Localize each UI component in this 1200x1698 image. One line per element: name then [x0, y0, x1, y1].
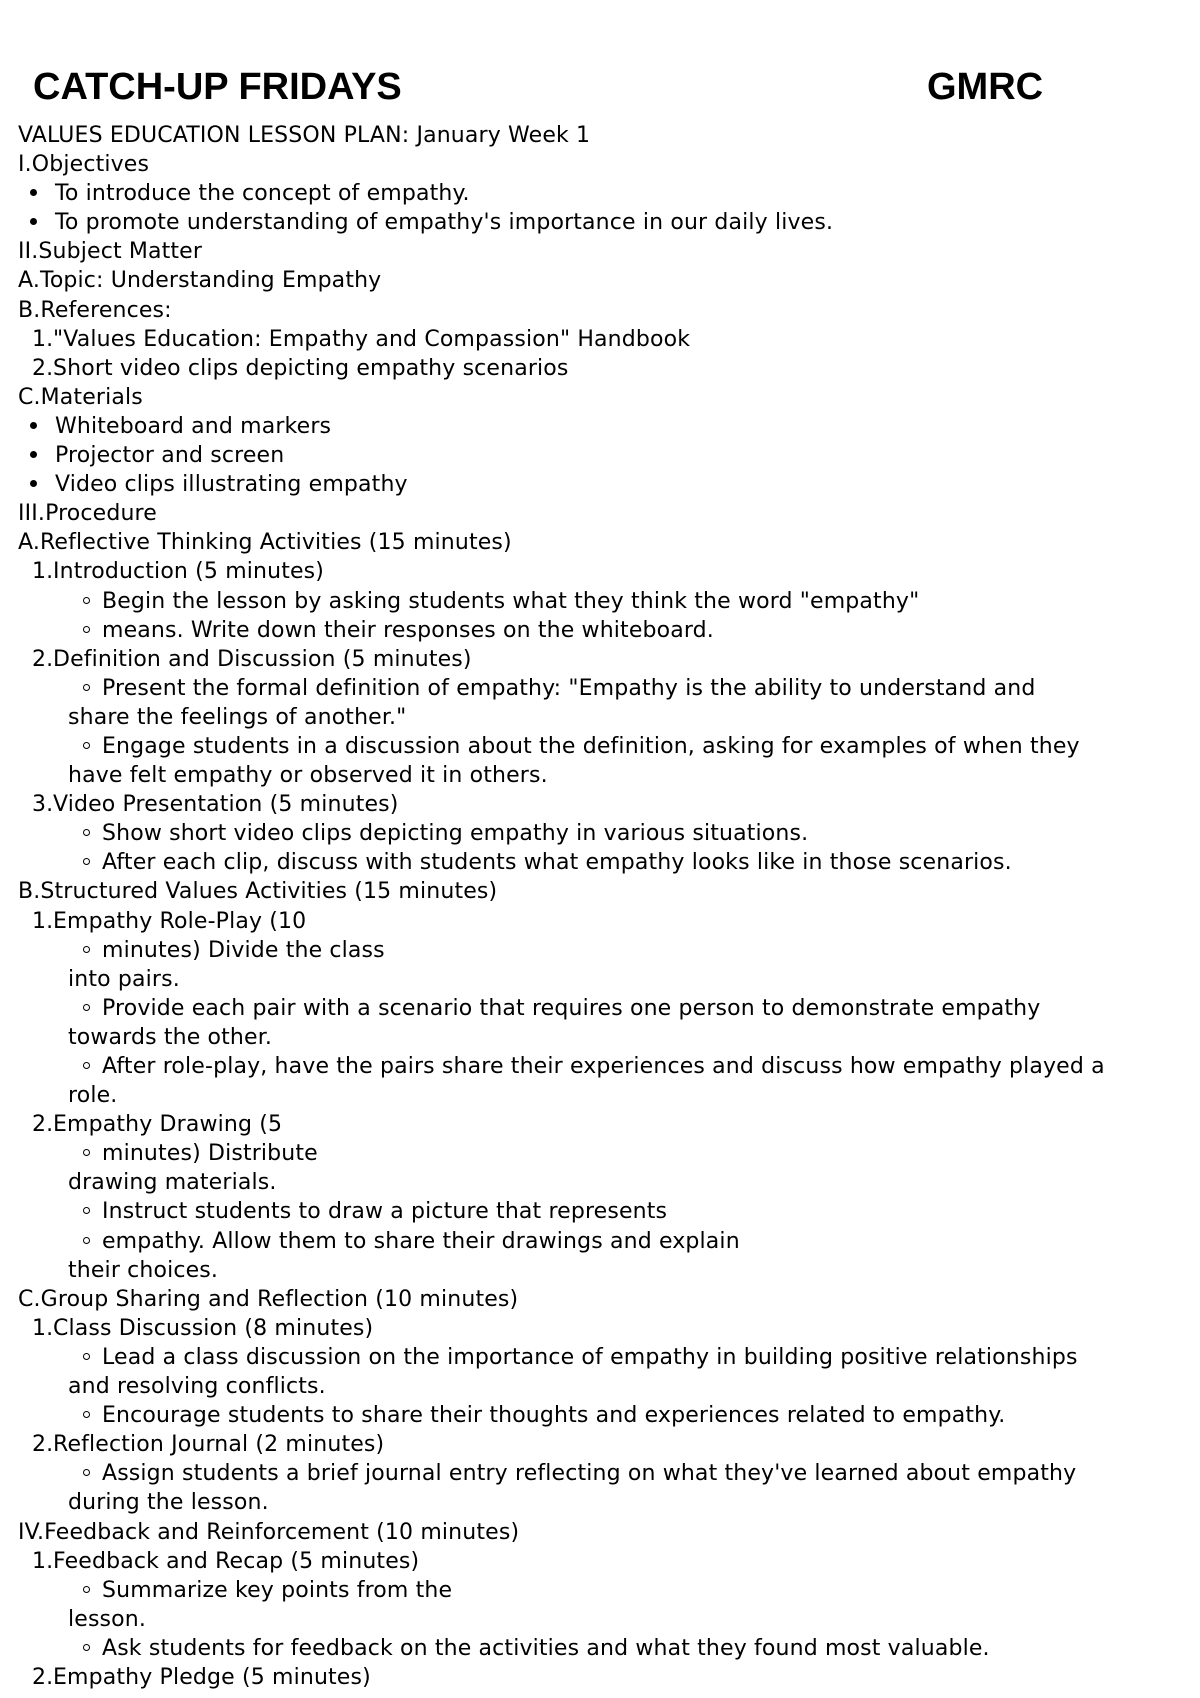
circle-bullet-icon: [83, 1469, 90, 1476]
list-item-continued: drawing materials.: [68, 1170, 277, 1196]
circle-bullet-icon: [83, 1411, 90, 1418]
list-item: Instruct students to draw a picture that represents: [18, 1197, 1188, 1226]
subsection-heading: B.Structured Values Activities (15 minutes): [18, 879, 498, 905]
section-title: Feedback and Reinforcement (10 minutes): [44, 1519, 520, 1545]
step-heading: 2.Empathy Pledge (5 minutes): [32, 1664, 371, 1690]
section-title: Procedure: [45, 501, 157, 527]
list-item-continued: and resolving conflicts.: [68, 1374, 326, 1400]
step-heading: 2.Empathy Drawing (5: [32, 1112, 283, 1138]
circle-bullet-icon: [83, 1586, 90, 1593]
bullet-icon: [30, 218, 37, 225]
section-title: Subject Matter: [38, 239, 203, 265]
materials-heading: C.Materials: [18, 384, 143, 410]
list-item: minutes) Divide the class: [18, 936, 1188, 965]
list-item: Show short video clips depicting empathy in various situations.: [18, 819, 1188, 848]
list-item-continued: into pairs.: [68, 966, 180, 992]
plan-title: VALUES EDUCATION LESSON PLAN: January Week 1: [18, 123, 591, 148]
step-heading: 1.Feedback and Recap (5 minutes): [32, 1548, 420, 1574]
circle-bullet-icon: [83, 829, 90, 836]
list-item: means. Write down their responses on the whiteboard.: [18, 616, 1188, 645]
circle-bullet-icon: [83, 1237, 90, 1244]
list-item: Encourage students to share their thoughts and experiences related to empathy.: [18, 1401, 1188, 1430]
circle-bullet-icon: [83, 597, 90, 604]
section-title: Objectives: [31, 152, 150, 178]
list-item: Projector and screen: [18, 441, 1188, 470]
list-item-continued: towards the other.: [68, 1024, 273, 1050]
circle-bullet-icon: [83, 1353, 90, 1360]
section-heading-subject-matter: [18, 237, 1188, 266]
roman-numeral: III.: [18, 501, 46, 527]
circle-bullet-icon: [83, 1644, 90, 1651]
list-item-continued: during the lesson.: [68, 1490, 269, 1516]
list-item: After each clip, discuss with students what empathy looks like in those scenarios.: [18, 848, 1188, 877]
list-item: To introduce the concept of empathy.: [18, 179, 1188, 208]
circle-bullet-icon: [83, 946, 90, 953]
bullet-icon: [30, 451, 37, 458]
subject-label: GMRC: [927, 66, 1044, 108]
circle-bullet-icon: [83, 1149, 90, 1156]
bullet-icon: [30, 189, 37, 196]
list-item-continued: lesson.: [68, 1606, 147, 1632]
list-item-continued: have felt empathy or observed it in others.: [68, 763, 548, 789]
circle-bullet-icon: [83, 1062, 90, 1069]
list-item: empathy. Allow them to share their drawings and explain: [18, 1227, 1188, 1256]
step-heading: 2.Reflection Journal (2 minutes): [32, 1432, 385, 1458]
circle-bullet-icon: [83, 742, 90, 749]
document-title: CATCH-UP FRIDAYS: [33, 66, 402, 108]
list-item: Provide each pair with a scenario that requires one person to demonstrate empathy: [18, 994, 1188, 1023]
list-item: Assign students a brief journal entry reflecting on what they've learned about empathy: [18, 1459, 1188, 1488]
list-item-continued: share the feelings of another.": [68, 704, 407, 730]
list-item: Lead a class discussion on the importance of empathy in building positive relationships: [18, 1343, 1188, 1372]
roman-numeral: IV.: [18, 1519, 45, 1545]
bullet-icon: [30, 480, 37, 487]
list-item-continued: role.: [68, 1083, 118, 1109]
list-item: Video clips illustrating empathy: [18, 470, 1188, 499]
circle-bullet-icon: [83, 684, 90, 691]
reference-item: 1."Values Education: Empathy and Compassion" Handbook: [32, 326, 691, 352]
topic-line: A.Topic: Understanding Empathy: [18, 268, 382, 294]
circle-bullet-icon: [83, 1004, 90, 1011]
step-heading: 1.Class Discussion (8 minutes): [32, 1315, 374, 1341]
references-heading: B.References:: [18, 297, 172, 323]
list-item: minutes) Distribute: [18, 1139, 1188, 1168]
step-heading: 1.Empathy Role-Play (10: [32, 908, 307, 934]
list-item: To promote understanding of empathy's importance in our daily lives.: [18, 208, 1188, 237]
list-item: After role-play, have the pairs share their experiences and discuss how empathy played a: [18, 1052, 1188, 1081]
step-heading: 3.Video Presentation (5 minutes): [32, 792, 399, 818]
circle-bullet-icon: [83, 1207, 90, 1214]
section-heading-feedback: [18, 1518, 1188, 1547]
section-heading-objectives: [18, 150, 1188, 179]
list-item: Engage students in a discussion about the definition, asking for examples of when they: [18, 732, 1188, 761]
list-item: Present the formal definition of empathy: "Empathy is the ability to understand and: [18, 674, 1188, 703]
list-item: Whiteboard and markers: [18, 412, 1188, 441]
roman-numeral: I.: [18, 152, 32, 178]
subsection-heading: A.Reflective Thinking Activities (15 minutes): [18, 530, 512, 556]
list-item-continued: their choices.: [68, 1257, 219, 1283]
reference-item: 2.Short video clips depicting empathy scenarios: [32, 355, 569, 381]
list-item: Begin the lesson by asking students what they think the word "empathy": [18, 587, 1188, 616]
roman-numeral: II.: [18, 239, 39, 265]
circle-bullet-icon: [83, 858, 90, 865]
list-item: Summarize key points from the: [18, 1576, 1188, 1605]
step-heading: 1.Introduction (5 minutes): [32, 559, 325, 585]
bullet-icon: [30, 422, 37, 429]
subsection-heading: C.Group Sharing and Reflection (10 minutes): [18, 1286, 519, 1312]
list-item: Ask students for feedback on the activities and what they found most valuable.: [18, 1634, 1188, 1663]
section-heading-procedure: [18, 499, 1188, 528]
circle-bullet-icon: [83, 626, 90, 633]
lesson-plan-body: [18, 121, 1188, 1692]
step-heading: 2.Definition and Discussion (5 minutes): [32, 646, 472, 672]
